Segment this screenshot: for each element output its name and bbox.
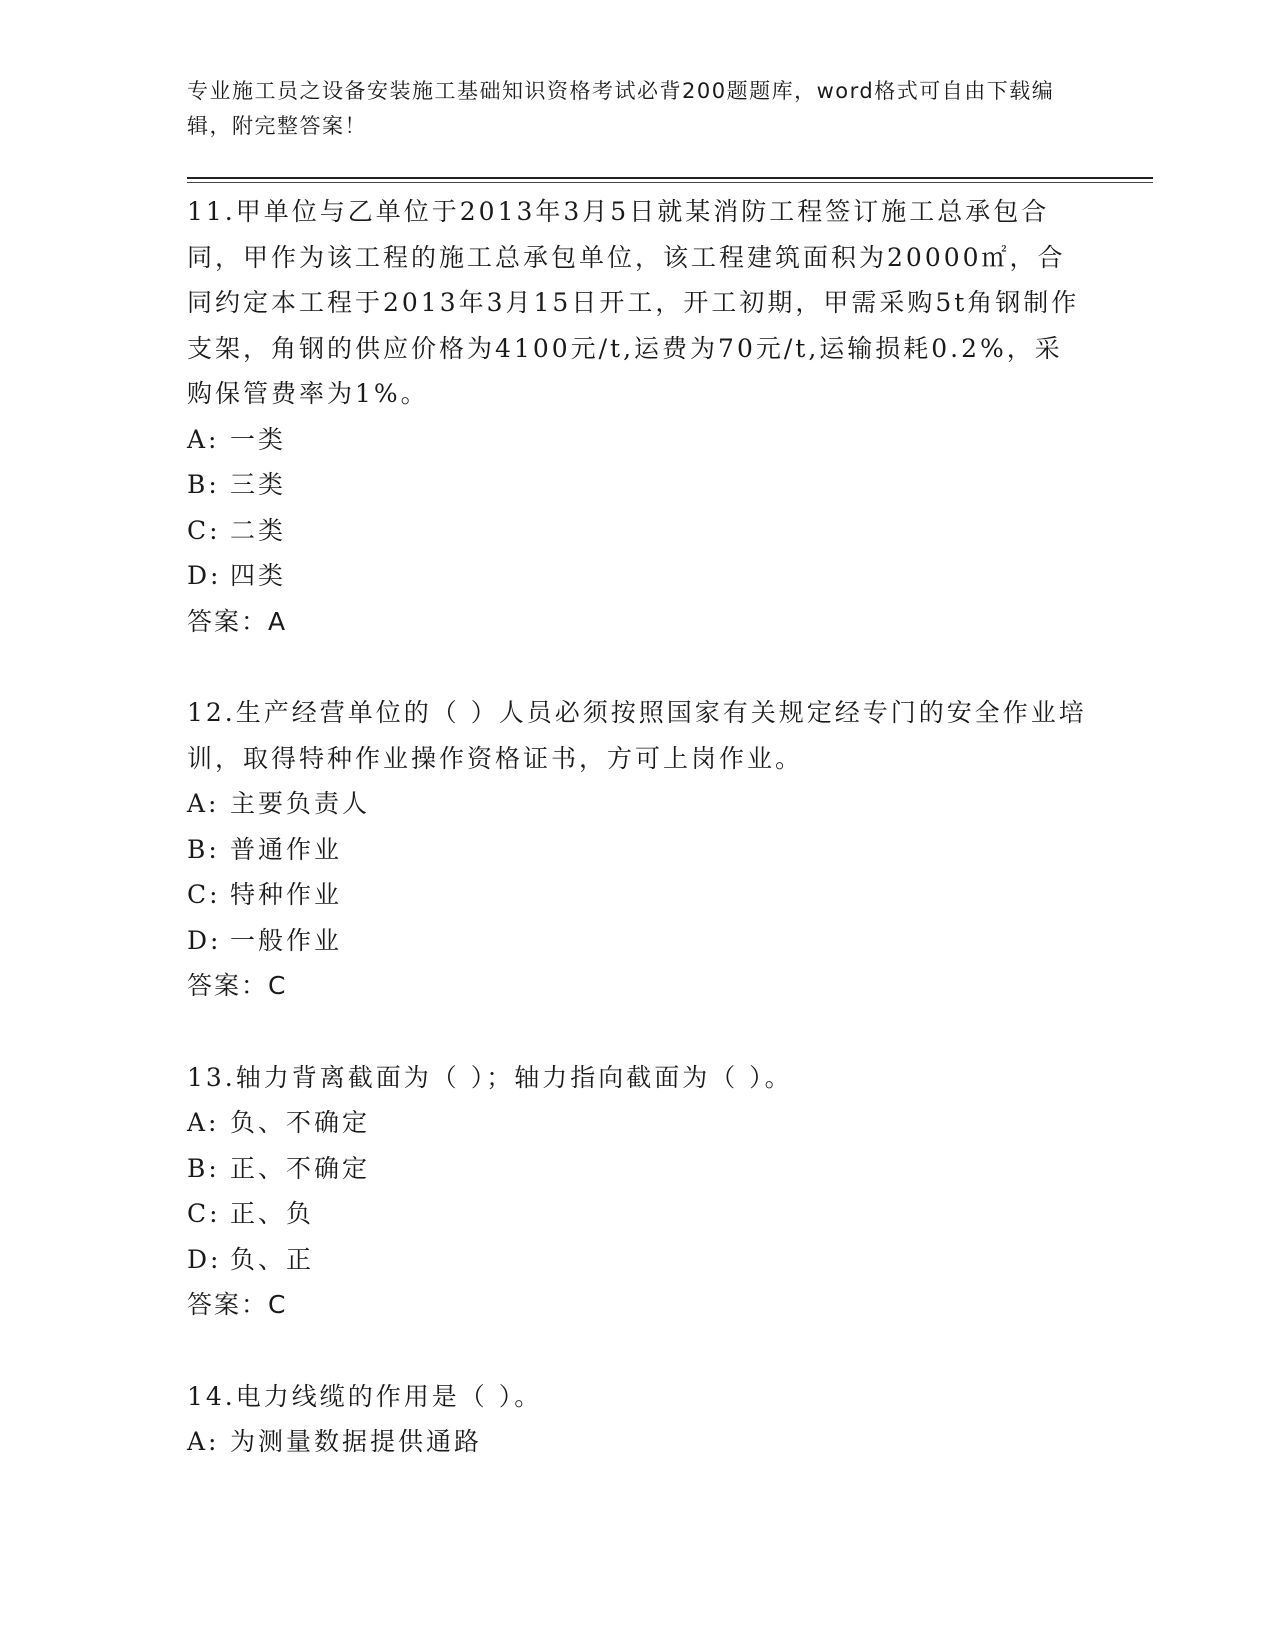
- question-list: [187, 189, 1087, 1465]
- document-title: 专业施工员之设备安装施工基础知识资格考试必背200题题库，word格式可自由下载编辑，附完整答案！: [187, 79, 1055, 138]
- question-stem: 11.甲单位与乙单位于2013年3月5日就某消防工程签订施工总承包合同，甲作为该工程的施工总承包单位，该工程建筑面积为20000㎡，合同约定本工程于2013年3月15日开工，开工初期，甲需采购5t角钢制作支架，角钢的供应价格为4100元/t,运费为70元/t,运输损耗0.2%，采购保管费率为1%。: [187, 197, 1080, 408]
- option-letter: B:: [187, 1153, 220, 1183]
- header-divider-thick: [187, 177, 1153, 179]
- question-spacer: [187, 1328, 1087, 1374]
- option-text: 负、不确定: [230, 1108, 371, 1137]
- option-d: [187, 553, 1087, 599]
- option-letter: C:: [187, 1199, 221, 1228]
- option-text: 二类: [230, 515, 287, 545]
- option-a: [187, 417, 1087, 463]
- question-stem: 12.生产经营单位的（ ）人员必须按照国家有关规定经专门的安全作业培训，取得特种作业操作资格证书，方可上岗作业。: [187, 698, 1087, 773]
- answer-line: 答案：C: [187, 971, 288, 1000]
- question-item: [187, 690, 1087, 1009]
- option-a: [187, 1419, 1087, 1465]
- option-text: 一般作业: [230, 925, 343, 955]
- option-b: [187, 1146, 1087, 1192]
- question-item: [187, 189, 1087, 644]
- option-letter: A:: [187, 789, 220, 818]
- question-spacer: [187, 1009, 1087, 1055]
- option-b: [187, 462, 1087, 508]
- option-text: 普通作业: [230, 834, 343, 864]
- option-c: [187, 508, 1087, 554]
- option-text: 主要负责人: [230, 789, 371, 818]
- question-stem: 13.轴力背离截面为（ ）；轴力指向截面为（ ）。: [187, 1062, 793, 1092]
- option-letter: B:: [187, 470, 220, 499]
- answer-line: 答案：C: [187, 1290, 288, 1319]
- question-item: [187, 1055, 1087, 1328]
- option-text: 一类: [230, 424, 287, 454]
- option-c: [187, 1191, 1087, 1237]
- header-divider-thin: [187, 182, 1153, 183]
- option-text: 正、负: [230, 1199, 315, 1228]
- option-a: [187, 781, 1087, 827]
- option-text: 正、不确定: [230, 1153, 371, 1183]
- option-a: [187, 1100, 1087, 1146]
- question-stem: 14.电力线缆的作用是（ ）。: [187, 1381, 543, 1411]
- option-d: [187, 918, 1087, 964]
- option-letter: A:: [187, 424, 220, 454]
- option-text: 为测量数据提供通路: [230, 1427, 483, 1456]
- question-item: [187, 1374, 1087, 1465]
- answer-line: 答案：A: [187, 606, 288, 636]
- option-letter: D:: [187, 1244, 222, 1274]
- option-text: 三类: [230, 470, 287, 499]
- option-letter: D:: [187, 561, 222, 590]
- option-b: [187, 827, 1087, 873]
- option-text: 特种作业: [230, 880, 343, 909]
- option-letter: B:: [187, 834, 220, 864]
- option-letter: C:: [187, 515, 221, 545]
- option-text: 四类: [230, 561, 287, 590]
- question-spacer: [187, 644, 1087, 690]
- option-c: [187, 872, 1087, 918]
- option-letter: C:: [187, 880, 221, 909]
- option-letter: D:: [187, 925, 222, 955]
- option-letter: A:: [187, 1427, 220, 1456]
- option-letter: A:: [187, 1108, 220, 1137]
- option-d: [187, 1237, 1087, 1283]
- option-text: 负、正: [230, 1244, 315, 1274]
